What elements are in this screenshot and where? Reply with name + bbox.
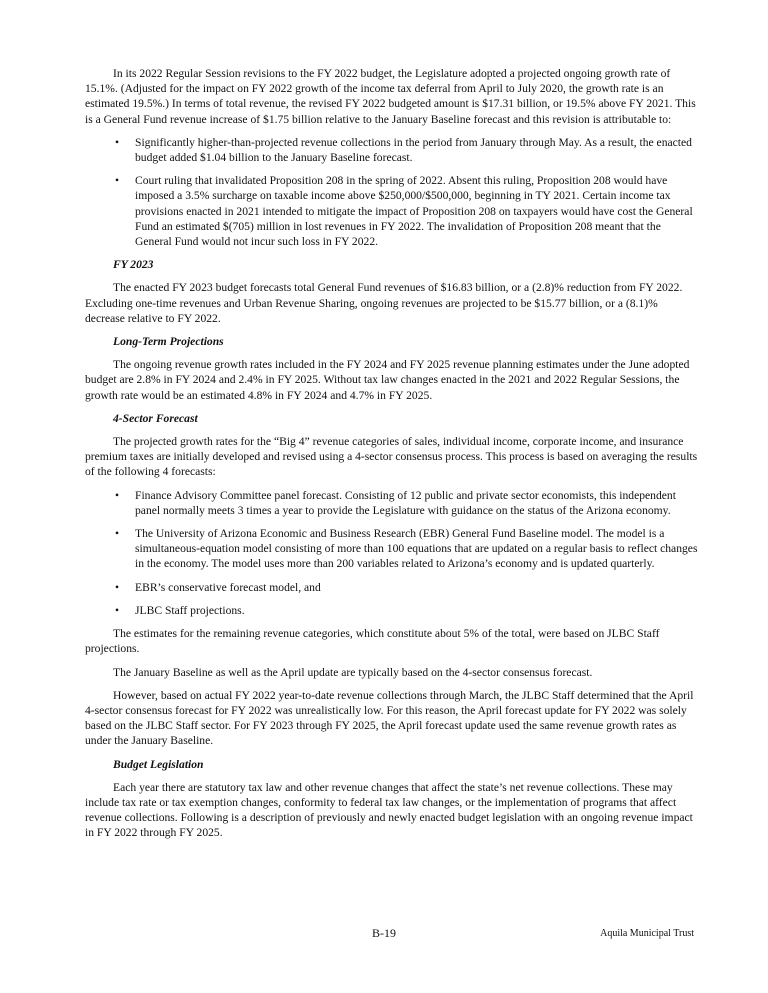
long-term-paragraph: The ongoing revenue growth rates included in the FY 2024 and FY 2025 revenue planning estimates under the June adopted budget are 2.8% in FY 2024 and 2.4% in FY 2025. Without tax law changes enacted in the 2021 and 2022 Regular Sessions, the growth rate would be an estimated 4.8% in FY 2024 and 4.7% in FY 2025. <box>85 358 690 402</box>
list-item: • JLBC Staff projections. <box>115 603 245 617</box>
list-item: • Finance Advisory Committee panel forecast. Consisting of 12 public and private sector economists, this independent panel normally meets 3 times a year to provide the Legislature with guidance on the status of the Arizona economy. <box>115 488 676 517</box>
bullet-icon: • <box>115 174 120 188</box>
bullet-icon: • <box>115 527 120 541</box>
list-item: • Court ruling that invalidated Proposition 208 in the spring of 2022. Absent this ruling, Proposition 208 would have imposed a 3.5% surcharge on taxable income above $250,000/$500,000, beginning in TY 2021. Certain income tax provisions enacted in 2021 intended to mitigate the impact of Proposition 208 on taxpayers would have cost the General Fund an estimated $(705) million in lost revenues in FY 2022. The invalidation of Proposition 208 meant that the General Fund would not incur such loss in FY 2022. <box>115 174 693 249</box>
4-sector-paragraph: The projected growth rates for the “Big 4” revenue categories of sales, individual income, corporate income, and insurance premium taxes are initially developed and revised using a 4-sector consensus process. This process is based on averaging the results of the following 4 forecasts: <box>85 435 698 479</box>
revision-reasons-list <box>85 135 700 249</box>
budget-legislation-paragraph: Each year there are statutory tax law and other revenue changes that affect the state’s net revenue collections. These may include tax rate or tax exemption changes, conformity to federal tax law changes, or the implementation of programs that affect revenue collections. Following is a description of previously and newly enacted budget legislation with an ongoing revenue impact in FY 2022 through FY 2025. <box>85 780 693 840</box>
bullet-icon: • <box>115 135 120 149</box>
fy2023-paragraph: The enacted FY 2023 budget forecasts total General Fund revenues of $16.83 billion, or a (2.8)% reduction from FY 2022. Excluding one-time revenues and Urban Revenue Sharing, ongoing revenues are projected to be $15.77 billion, or a (8.1)% decrease relative to FY 2022. <box>85 281 683 325</box>
section-heading-long-term: Long-Term Projections <box>113 335 224 349</box>
document-body <box>85 66 700 849</box>
april-update-paragraph: However, based on actual FY 2022 year-to-date revenue collections through March, the JLBC Staff determined that the April 4-sector consensus forecast for FY 2022 was unrealistically low. For this reason, the April forecast update for FY 2022 was solely based on the JLBC Staff sector. For FY 2023 through FY 2025, the April forecast update used the same revenue growth rates as under the January Baseline. <box>85 688 694 748</box>
list-item: • The University of Arizona Economic and Business Research (EBR) General Fund Baseline model. The model is a simultaneous-equation model consisting of more than 100 equations that are updated on a regular basis to reflect changes in the economy. The model uses more than 200 variables related to Arizona’s economy and is updated quarterly. <box>115 527 698 571</box>
bullet-icon: • <box>115 580 120 594</box>
section-heading-fy2023: FY 2023 <box>113 258 154 272</box>
intro-paragraph: In its 2022 Regular Session revisions to the FY 2022 budget, the Legislature adopted a projected ongoing growth rate of 15.1%. (Adjusted for the impact on FY 2022 growth of the income tax deferral from April to July 2020, the growth rate is an estimated 19.5%.) In terms of total revenue, the revised FY 2022 budgeted amount is $17.31 billion, or 19.5% above FY 2021. This is a General Fund revenue increase of $1.75 billion relative to the January Baseline forecast and this revision is attributable to: <box>85 67 696 126</box>
footer-trust-name: Aquila Municipal Trust <box>600 928 694 939</box>
section-heading-budget-legislation: Budget Legislation <box>113 757 204 771</box>
section-heading-4-sector: 4-Sector Forecast <box>113 411 198 425</box>
forecast-sources-list <box>85 488 700 618</box>
list-item: • Significantly higher-than-projected revenue collections in the period from January through May. As a result, the enacted budget added $1.04 billion to the January Baseline forecast. <box>115 135 692 165</box>
bullet-icon: • <box>115 603 120 617</box>
january-baseline-paragraph: The January Baseline as well as the April update are typically based on the 4-sector consensus forecast. <box>113 665 593 679</box>
page-number: B-19 <box>372 926 396 940</box>
bullet-icon: • <box>115 488 120 502</box>
list-item: • EBR’s conservative forecast model, and <box>115 580 321 594</box>
remaining-categories-paragraph: The estimates for the remaining revenue categories, which constitute about 5% of the total, were based on JLBC Staff projections. <box>85 627 660 656</box>
